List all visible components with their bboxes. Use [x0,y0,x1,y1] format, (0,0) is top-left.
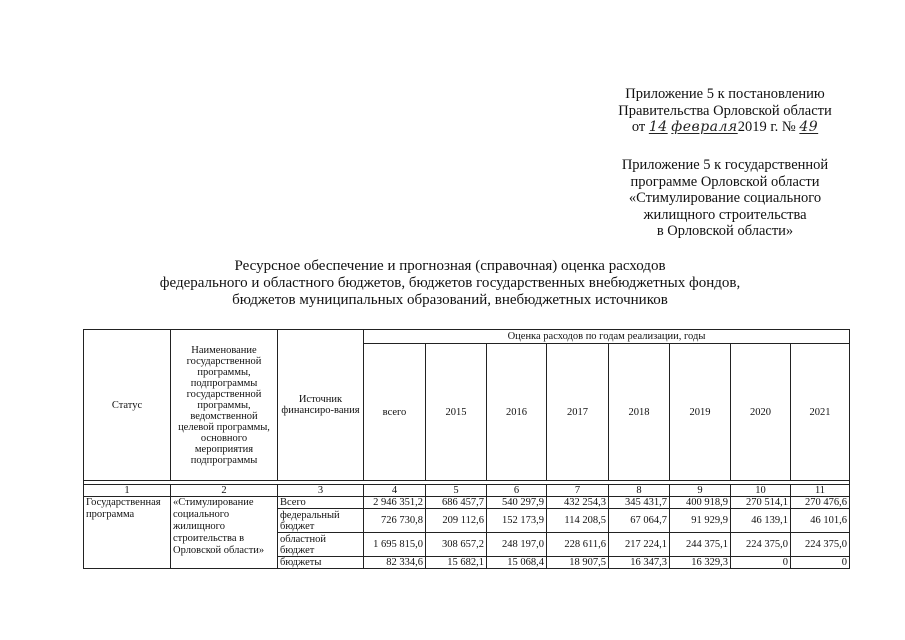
value-cell: 0 [731,557,791,569]
appendix-program-line5: в Орловской области» [656,223,794,239]
appendix-program-line2: программе Орловской области [630,173,820,190]
col-number: 5 [426,485,487,497]
col-number: 6 [487,485,547,497]
col-number: 8 [609,485,670,497]
col-number: 1 [84,485,171,497]
header-col-total: всего [364,344,426,481]
value-cell: 1 695 815,0 [364,533,426,557]
value-cell: 345 431,7 [609,497,670,509]
title-line2: федерального и областного бюджетов, бюджетов государственных внебюджетных фондов, [159,275,741,291]
source-total: Всего [278,497,364,509]
value-cell: 82 334,6 [364,557,426,569]
header-col-2015: 2015 [426,344,487,481]
table-row [84,497,850,509]
value-cell: 16 329,3 [670,557,731,569]
date-year: 2019 г. № [737,119,796,135]
value-cell: 46 101,6 [791,509,850,533]
col-number: 3 [278,485,364,497]
appendix-decree-line2: Правительства Орловской области [618,102,832,119]
value-cell: 16 347,3 [609,557,670,569]
handwritten-day: 14 [648,119,668,135]
value-cell: 432 254,3 [547,497,609,509]
value-cell: 217 224,1 [609,533,670,557]
col-number: 11 [791,485,850,497]
budget-table [83,329,850,569]
row-status: Государственная программа [84,497,171,569]
appendix-decree-line1: Приложение 5 к постановлению [625,86,825,102]
title-line1: Ресурсное обеспечение и прогнозная (справочная) оценка расходов [234,258,666,274]
date-prefix: от [631,119,646,135]
col-number: 9 [670,485,731,497]
header-name: Наименование государственной программы, подпрограммы государственной программы, ведомственной целевой программы, основного мероприятия подпрограммы [171,330,278,481]
value-cell: 308 657,2 [426,533,487,557]
value-cell: 18 907,5 [547,557,609,569]
header-source: Источник финансиро-вания [278,330,364,481]
title-line3: бюджетов муниципальных образований, внебюджетных источников [232,292,668,308]
header-status: Статус [84,330,171,481]
appendix-decree-date-line [590,119,860,136]
header-col-2018: 2018 [609,344,670,481]
value-cell: 224 375,0 [731,533,791,557]
value-cell: 224 375,0 [791,533,850,557]
header-col-2021: 2021 [791,344,850,481]
value-cell: 270 514,1 [731,497,791,509]
value-cell: 726 730,8 [364,509,426,533]
appendix-program-line4: жилищного строительства [643,206,807,223]
document-title [150,258,750,309]
value-cell: 46 139,1 [731,509,791,533]
value-cell: 400 918,9 [670,497,731,509]
value-cell: 540 297,9 [487,497,547,509]
appendix-program-block [590,157,860,240]
row-program-name: «Стимулирование социального жилищного строительства в Орловской области» [171,497,278,569]
handwritten-number: 49 [799,119,819,135]
value-cell: 228 611,6 [547,533,609,557]
value-cell: 2 946 351,2 [364,497,426,509]
header-col-2019: 2019 [670,344,731,481]
value-cell: 15 068,4 [487,557,547,569]
value-cell: 209 112,6 [426,509,487,533]
appendix-program-line1: Приложение 5 к государственной [621,157,829,173]
value-cell: 244 375,1 [670,533,731,557]
header-col-2017: 2017 [547,344,609,481]
source-budgets: бюджеты [278,557,364,569]
handwritten-month: февраля [671,119,738,135]
value-cell: 270 476,6 [791,497,850,509]
value-cell: 152 173,9 [487,509,547,533]
source-regional: областной бюджет [278,533,364,557]
col-number: 2 [171,485,278,497]
header-estimate: Оценка расходов по годам реализации, годы [364,330,850,344]
col-number: 7 [547,485,609,497]
appendix-decree-block [590,86,860,136]
value-cell: 114 208,5 [547,509,609,533]
header-col-2016: 2016 [487,344,547,481]
source-federal: федеральный бюджет [278,509,364,533]
value-cell: 0 [791,557,850,569]
value-cell: 15 682,1 [426,557,487,569]
value-cell: 686 457,7 [426,497,487,509]
col-number: 4 [364,485,426,497]
column-number-row [84,485,850,497]
value-cell: 91 929,9 [670,509,731,533]
value-cell: 67 064,7 [609,509,670,533]
appendix-program-line3: «Стимулирование социального [628,190,822,206]
value-cell: 248 197,0 [487,533,547,557]
col-number: 10 [731,485,791,497]
header-col-2020: 2020 [731,344,791,481]
